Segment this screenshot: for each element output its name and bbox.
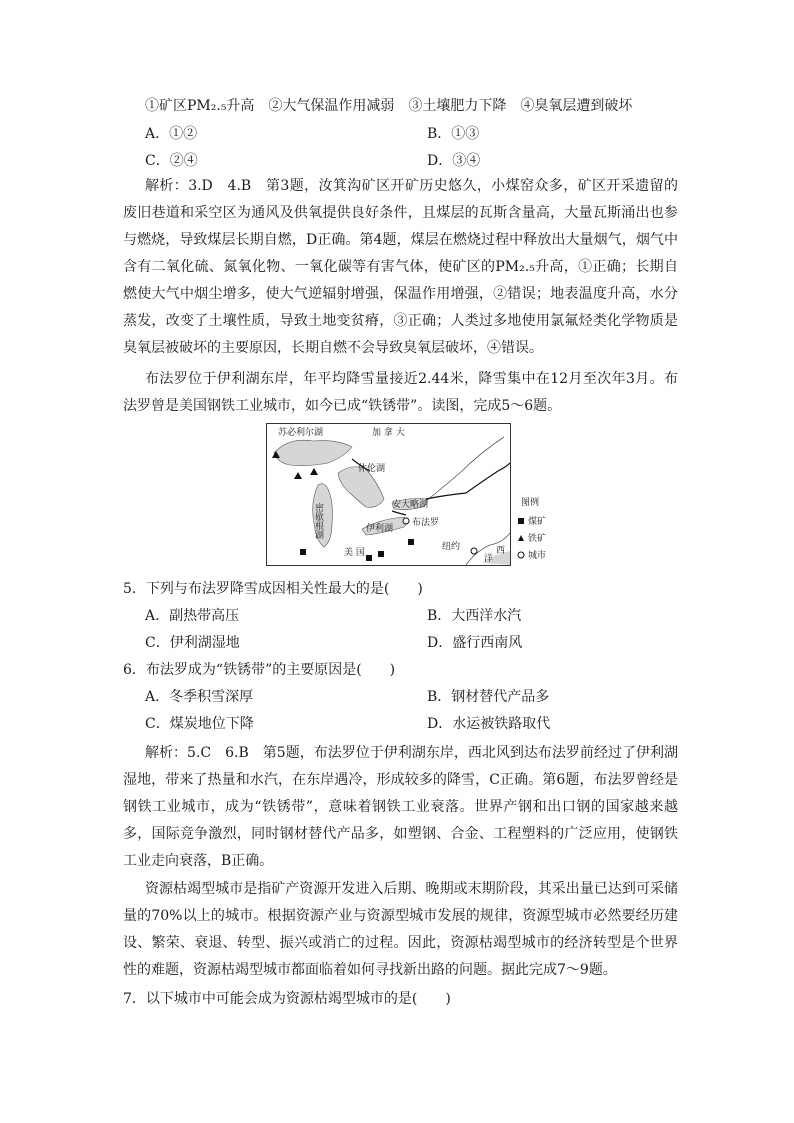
- coal-mine-marker: [408, 539, 414, 545]
- q4-option-d[interactable]: D．③④: [427, 153, 481, 169]
- label-usa: 美 国: [344, 548, 365, 558]
- label-canada: 加 拿 大: [372, 428, 405, 438]
- label-superior: 苏必利尔湖: [278, 428, 324, 438]
- coal-mine-marker: [378, 551, 384, 557]
- intro-buffalo: 布法罗位于伊利湖东岸，年平均降雪量接近2.44米，降雪集中在12月至次年3月。布法罗曾是美国钢铁工业城市，如今已成“铁锈带”。读图，完成5～6题。: [123, 371, 678, 414]
- label-ocean: 洋: [484, 554, 494, 564]
- q4-items: ①矿区PM₂.₅升高 ②大气保温作用减弱 ③土壤肥力下降 ④臭氧层遭到破坏: [145, 98, 633, 114]
- q5-option-a[interactable]: A．副热带高压: [145, 608, 240, 624]
- q6-option-a[interactable]: A．冬季积雪深厚: [145, 689, 254, 705]
- q6-stem: 6．布法罗成为“铁锈带”的主要原因是( ): [123, 662, 396, 678]
- analysis-5-6: 解析：5.C 6.B 第5题，布法罗位于伊利湖东岸，西北风到达布法罗前经过了伊利湖湿地，带来了热量和水汽，在东岸遇冷，形成较多的降雪，C正确。第6题，布法罗曾经是钢铁工业城市，成为“铁锈带”，意味着钢铁工业衰落。世界产钢和出口钢的国家越来越多，国际竞争激烈，同时钢材替代产品多，如塑钢、合金、工程塑料的广泛应用，使钢铁工业走向衰落，B正确。: [123, 745, 678, 869]
- great-lakes-map: [266, 423, 558, 567]
- city-buffalo-marker: [403, 518, 409, 524]
- legend-iron: 铁矿: [528, 534, 547, 544]
- q6-option-d[interactable]: D．水运被铁路取代: [427, 716, 551, 732]
- label-newyork: 纽约: [442, 542, 461, 552]
- city-newyork-marker: [471, 548, 477, 554]
- label-erie: 伊利湖: [366, 524, 394, 534]
- q6-option-c[interactable]: C．煤炭地位下降: [145, 716, 254, 732]
- q5-option-d[interactable]: D．盛行西南风: [427, 635, 523, 651]
- analysis-3-4: 解析：3.D 4.B 第3题，汝箕沟矿区开矿历史悠久，小煤窑众多，矿区开采遗留的废旧巷道和采空区为通风及供氧提供良好条件，且煤层的瓦斯含量高，大量瓦斯涌出也参与燃烧，导致煤层长期自燃，D正确。第4题，煤层在燃烧过程中释放出大量烟气，烟气中含有二氧化硫、氮氧化物、一氧化碳等有害气体，使矿区的PM₂.₅升高，①正确；长期自燃使大气中烟尘增多，使大气逆辐射增强，保温作用增强，②错误；地表温度升高，水分蒸发，改变了土壤性质，导致土地变贫瘠，③正确；人类过多地使用氯氟烃类化学物质是臭氧层被破坏的主要原因，长期自燃不会导致臭氧层破坏，④错误。: [123, 178, 678, 356]
- legend-title: 图例: [521, 498, 540, 508]
- label-ontario: 安大略湖: [392, 500, 429, 510]
- q4-option-a[interactable]: A．①②: [145, 126, 198, 142]
- label-ocean-2: 西: [496, 546, 506, 556]
- legend-city: 城市: [528, 551, 547, 561]
- q5-option-b[interactable]: B．大西洋水汽: [427, 608, 522, 624]
- intro-resource: 资源枯竭型城市是指矿产资源开发进入后期、晚期或末期阶段，其采出量已达到可采储量的70%以上的城市。根据资源产业与资源型城市发展的规律，资源型城市必然要经历建设、繁荣、衰退、转型、振兴或消亡的过程。因此，资源枯竭型城市的经济转型是个世界性的难题，资源枯竭型城市都面临着如何寻找新出路的问题。据此完成7～9题。: [123, 881, 678, 978]
- label-buffalo: 布法罗: [412, 518, 440, 528]
- legend-iron-symbol: [518, 535, 524, 541]
- q4-option-b[interactable]: B．①③: [427, 126, 480, 142]
- q4-option-c[interactable]: C．②④: [145, 153, 198, 169]
- coal-mine-marker: [300, 549, 306, 555]
- legend-coal-symbol: [518, 518, 524, 524]
- q6-option-b[interactable]: B．钢材替代产品多: [427, 689, 550, 705]
- label-michigan: 密歇根湖: [313, 503, 323, 539]
- legend-city-symbol: [518, 552, 524, 558]
- legend-coal: 煤矿: [528, 517, 547, 527]
- q7-stem: 7．以下城市中可能会成为资源枯竭型城市的是( ): [123, 991, 451, 1007]
- coal-mine-marker: [366, 555, 372, 561]
- label-huron: 休伦湖: [358, 464, 386, 474]
- q5-stem: 5．下列与布法罗降雪成因相关性最大的是( ): [123, 581, 423, 597]
- q5-option-c[interactable]: C．伊利湖湿地: [145, 635, 240, 651]
